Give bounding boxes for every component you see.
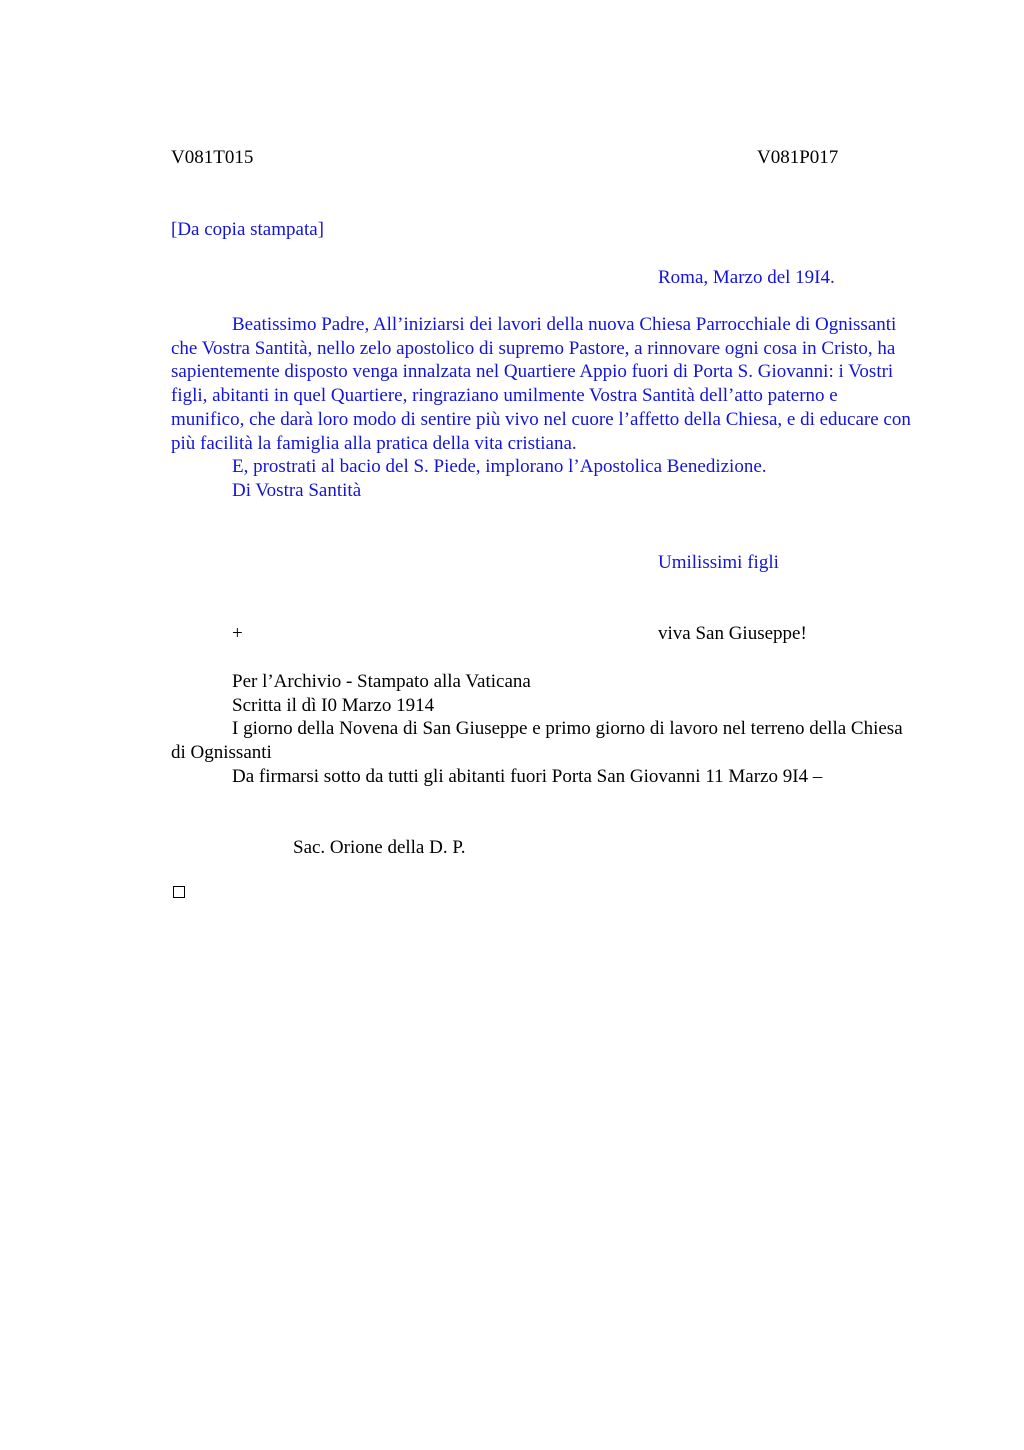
letter-body [171, 313, 911, 503]
acclamation: viva San Giuseppe! [658, 623, 807, 644]
archive-note-line: I giorno della Novena di San Giuseppe e primo giorno di lavoro nel terreno della Chiesa di Ognissanti [171, 718, 903, 764]
archive-notes [171, 670, 911, 789]
signature: Sac. Orione della D. P. [293, 837, 466, 858]
letter-paragraph: Beatissimo Padre, All’iniziarsi dei lavori della nuova Chiesa Parrocchiale di Ognissanti che Vostra Santità, nello zelo apostolico di supremo Pastore, a rinnovare ogni cosa in Cristo, ha sapientemente disposto venga innalzata nel Quartiere Appio fuori di Porta S. Giovanni: i Vostri figli, abitanti in quel Quartiere, ringraziano umilmente Vostra Santità dell’atto paterno e munifico, che darà loro modo di sentire più vivo nel cuore l’affetto della Chiesa, e di educare con più facilità la famiglia alla pratica della vita cristiana. [171, 314, 911, 454]
letter-signoff: Umilissimi figli [658, 552, 779, 573]
archive-note-line: Da firmarsi sotto da tutti gli abitanti fuori Porta San Giovanni 11 Marzo 9I4 – [232, 765, 823, 787]
letter-closing-blessing: E, prostrati al bacio del S. Piede, implorano l’Apostolica Benedizione. [232, 456, 767, 478]
archive-note-line: Per l’Archivio - Stampato alla Vaticana [232, 671, 531, 692]
dateline: Roma, Marzo del 19I4. [658, 267, 835, 288]
archive-note-line: Scritta il dì I0 Marzo 1914 [232, 694, 435, 716]
checkbox-square-icon [173, 886, 185, 898]
cross-mark: + [232, 623, 243, 644]
source-note: [Da copia stampata] [171, 219, 324, 240]
document-code-left: V081T015 [171, 147, 254, 168]
document-code-right: V081P017 [757, 147, 839, 168]
letter-closing-address: Di Vostra Santità [232, 479, 362, 501]
